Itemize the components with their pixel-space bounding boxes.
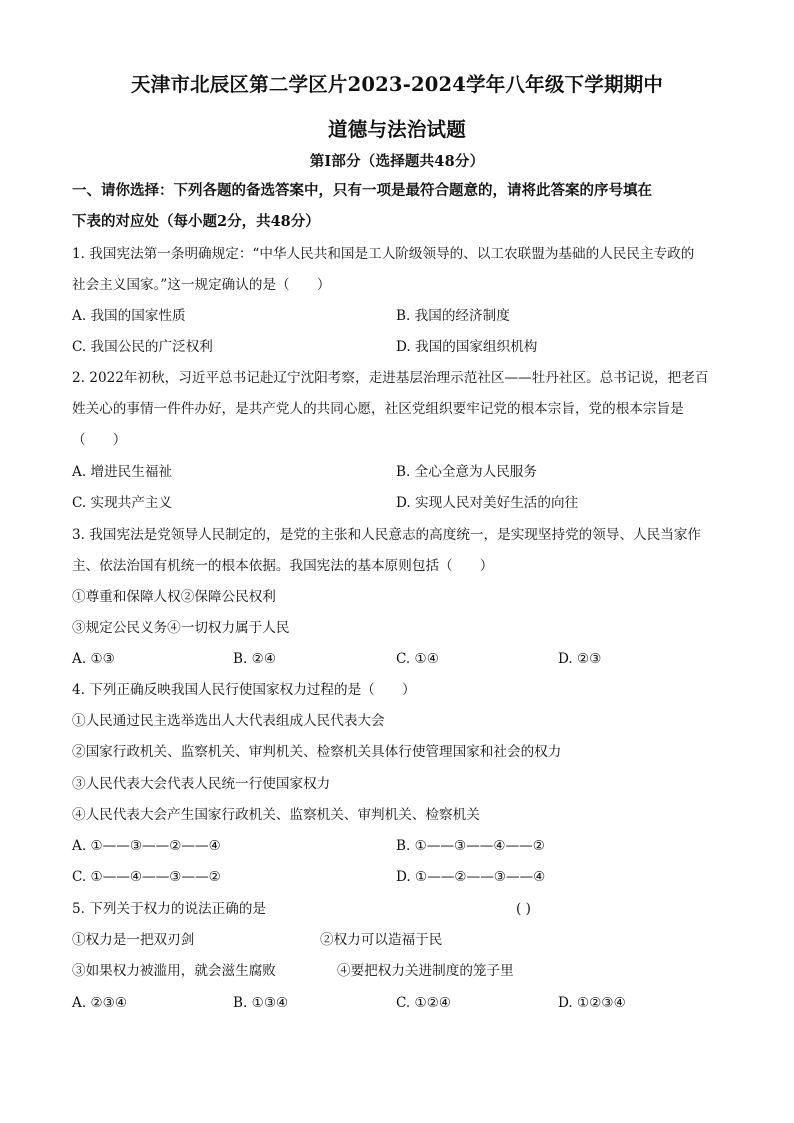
q4-option-b: B. ①——③——④——② (396, 838, 545, 854)
q4-option-d: D. ①——②——③——④ (396, 869, 546, 885)
q5-option-a: A. ②③④ (72, 995, 128, 1011)
q2-stem-line-2: 姓关心的事情一件件办好，是共产党人的共同心愿，社区党组织要牢记党的根本宗旨，党的根本宗旨是 (72, 401, 684, 417)
q5-option-c: C. ①②④ (396, 995, 452, 1011)
q2-option-d: D. 实现人民对美好生活的向往 (396, 495, 579, 511)
q4-option-a: A. ①——③——②——④ (72, 838, 221, 854)
q3-stem-line-2: 主、依法治国有机统一的根本依据。我国宪法的基本原则包括（ ） (72, 558, 494, 574)
q1-stem-line-2: 社会主义国家。”这一规定确认的是（ ） (72, 277, 331, 293)
q5-statement-3: ③如果权力被滥用，就会滋生腐败 (72, 963, 276, 979)
q5-option-d: D. ①②③④ (558, 995, 626, 1011)
q4-option-c: C. ①——④——③——② (72, 869, 221, 885)
q1-stem-line-1: 1. 我国宪法第一条明确规定：“中华人民共和国是工人阶级领导的、以工农联盟为基础的人民民主专政的 (72, 246, 695, 262)
q1-option-c: C. 我国公民的广泛权利 (72, 339, 213, 355)
exam-title: 天津市北辰区第二学区片2023-2024学年八年级下学期期中 (130, 73, 664, 96)
q3-statement-1-2: ①尊重和保障人权②保障公民权利 (72, 589, 276, 605)
q3-statement-3-4: ③规定公民义务④一切权力属于人民 (72, 620, 290, 636)
q3-option-a: A. ①③ (72, 651, 115, 667)
q2-option-a: A. 增进民生福祉 (72, 464, 173, 480)
q5-option-b: B. ①③④ (233, 995, 289, 1011)
q2-option-c: C. 实现共产主义 (72, 495, 173, 511)
q2-stem-line-3: （ ） (72, 432, 127, 448)
q4-statement-1: ①人民通过民主选举选出人大代表组成人民代表大会 (72, 713, 385, 729)
part-heading: 第Ⅰ部分（选择题共48分） (309, 153, 485, 170)
q4-statement-4: ④人民代表大会产生国家行政机关、监察机关、审判机关、检察机关 (72, 807, 480, 823)
q5-stem: 5. 下列关于权力的说法正确的是 (72, 901, 267, 917)
q1-option-b: B. 我国的经济制度 (396, 308, 510, 324)
q5-answer-paren: ( ) (516, 901, 531, 917)
q5-statement-4: ④要把权力关进制度的笼子里 (337, 963, 514, 979)
q4-statement-3: ③人民代表大会代表人民统一行使国家权力 (72, 776, 331, 792)
q3-option-d: D. ②③ (558, 651, 602, 667)
q5-statement-2: ②权力可以造福于民 (320, 932, 443, 948)
q5-statement-1: ①权力是一把双刃剑 (72, 932, 195, 948)
instructions-line-1: 一、请你选择：下列各题的备选答案中，只有一项是最符合题意的，请将此答案的序号填在 (72, 182, 652, 199)
q2-option-b: B. 全心全意为人民服务 (396, 464, 537, 480)
instructions-line-2: 下表的对应处（每小题2分，共48分） (72, 213, 320, 230)
q4-statement-2: ②国家行政机关、监察机关、审判机关、检察机关具体行使管理国家和社会的权力 (72, 744, 562, 760)
q1-option-d: D. 我国的国家组织机构 (396, 339, 538, 355)
q3-option-b: B. ②④ (233, 651, 277, 667)
q1-option-a: A. 我国的国家性质 (72, 308, 186, 324)
q4-stem: 4. 下列正确反映我国人民行使国家权力过程的是（ ） (72, 682, 416, 698)
q3-option-c: C. ①④ (396, 651, 439, 667)
q3-stem-line-1: 3. 我国宪法是党领导人民制定的，是党的主张和人民意志的高度统一，是实现坚持党的领导、人民当家作 (72, 527, 702, 543)
exam-subtitle: 道德与法治试题 (328, 118, 466, 141)
q2-stem-line-1: 2. 2022年初秋，习近平总书记赴辽宁沈阳考察，走进基层治理示范社区——牡丹社区。总书记说，把老百 (72, 370, 709, 386)
